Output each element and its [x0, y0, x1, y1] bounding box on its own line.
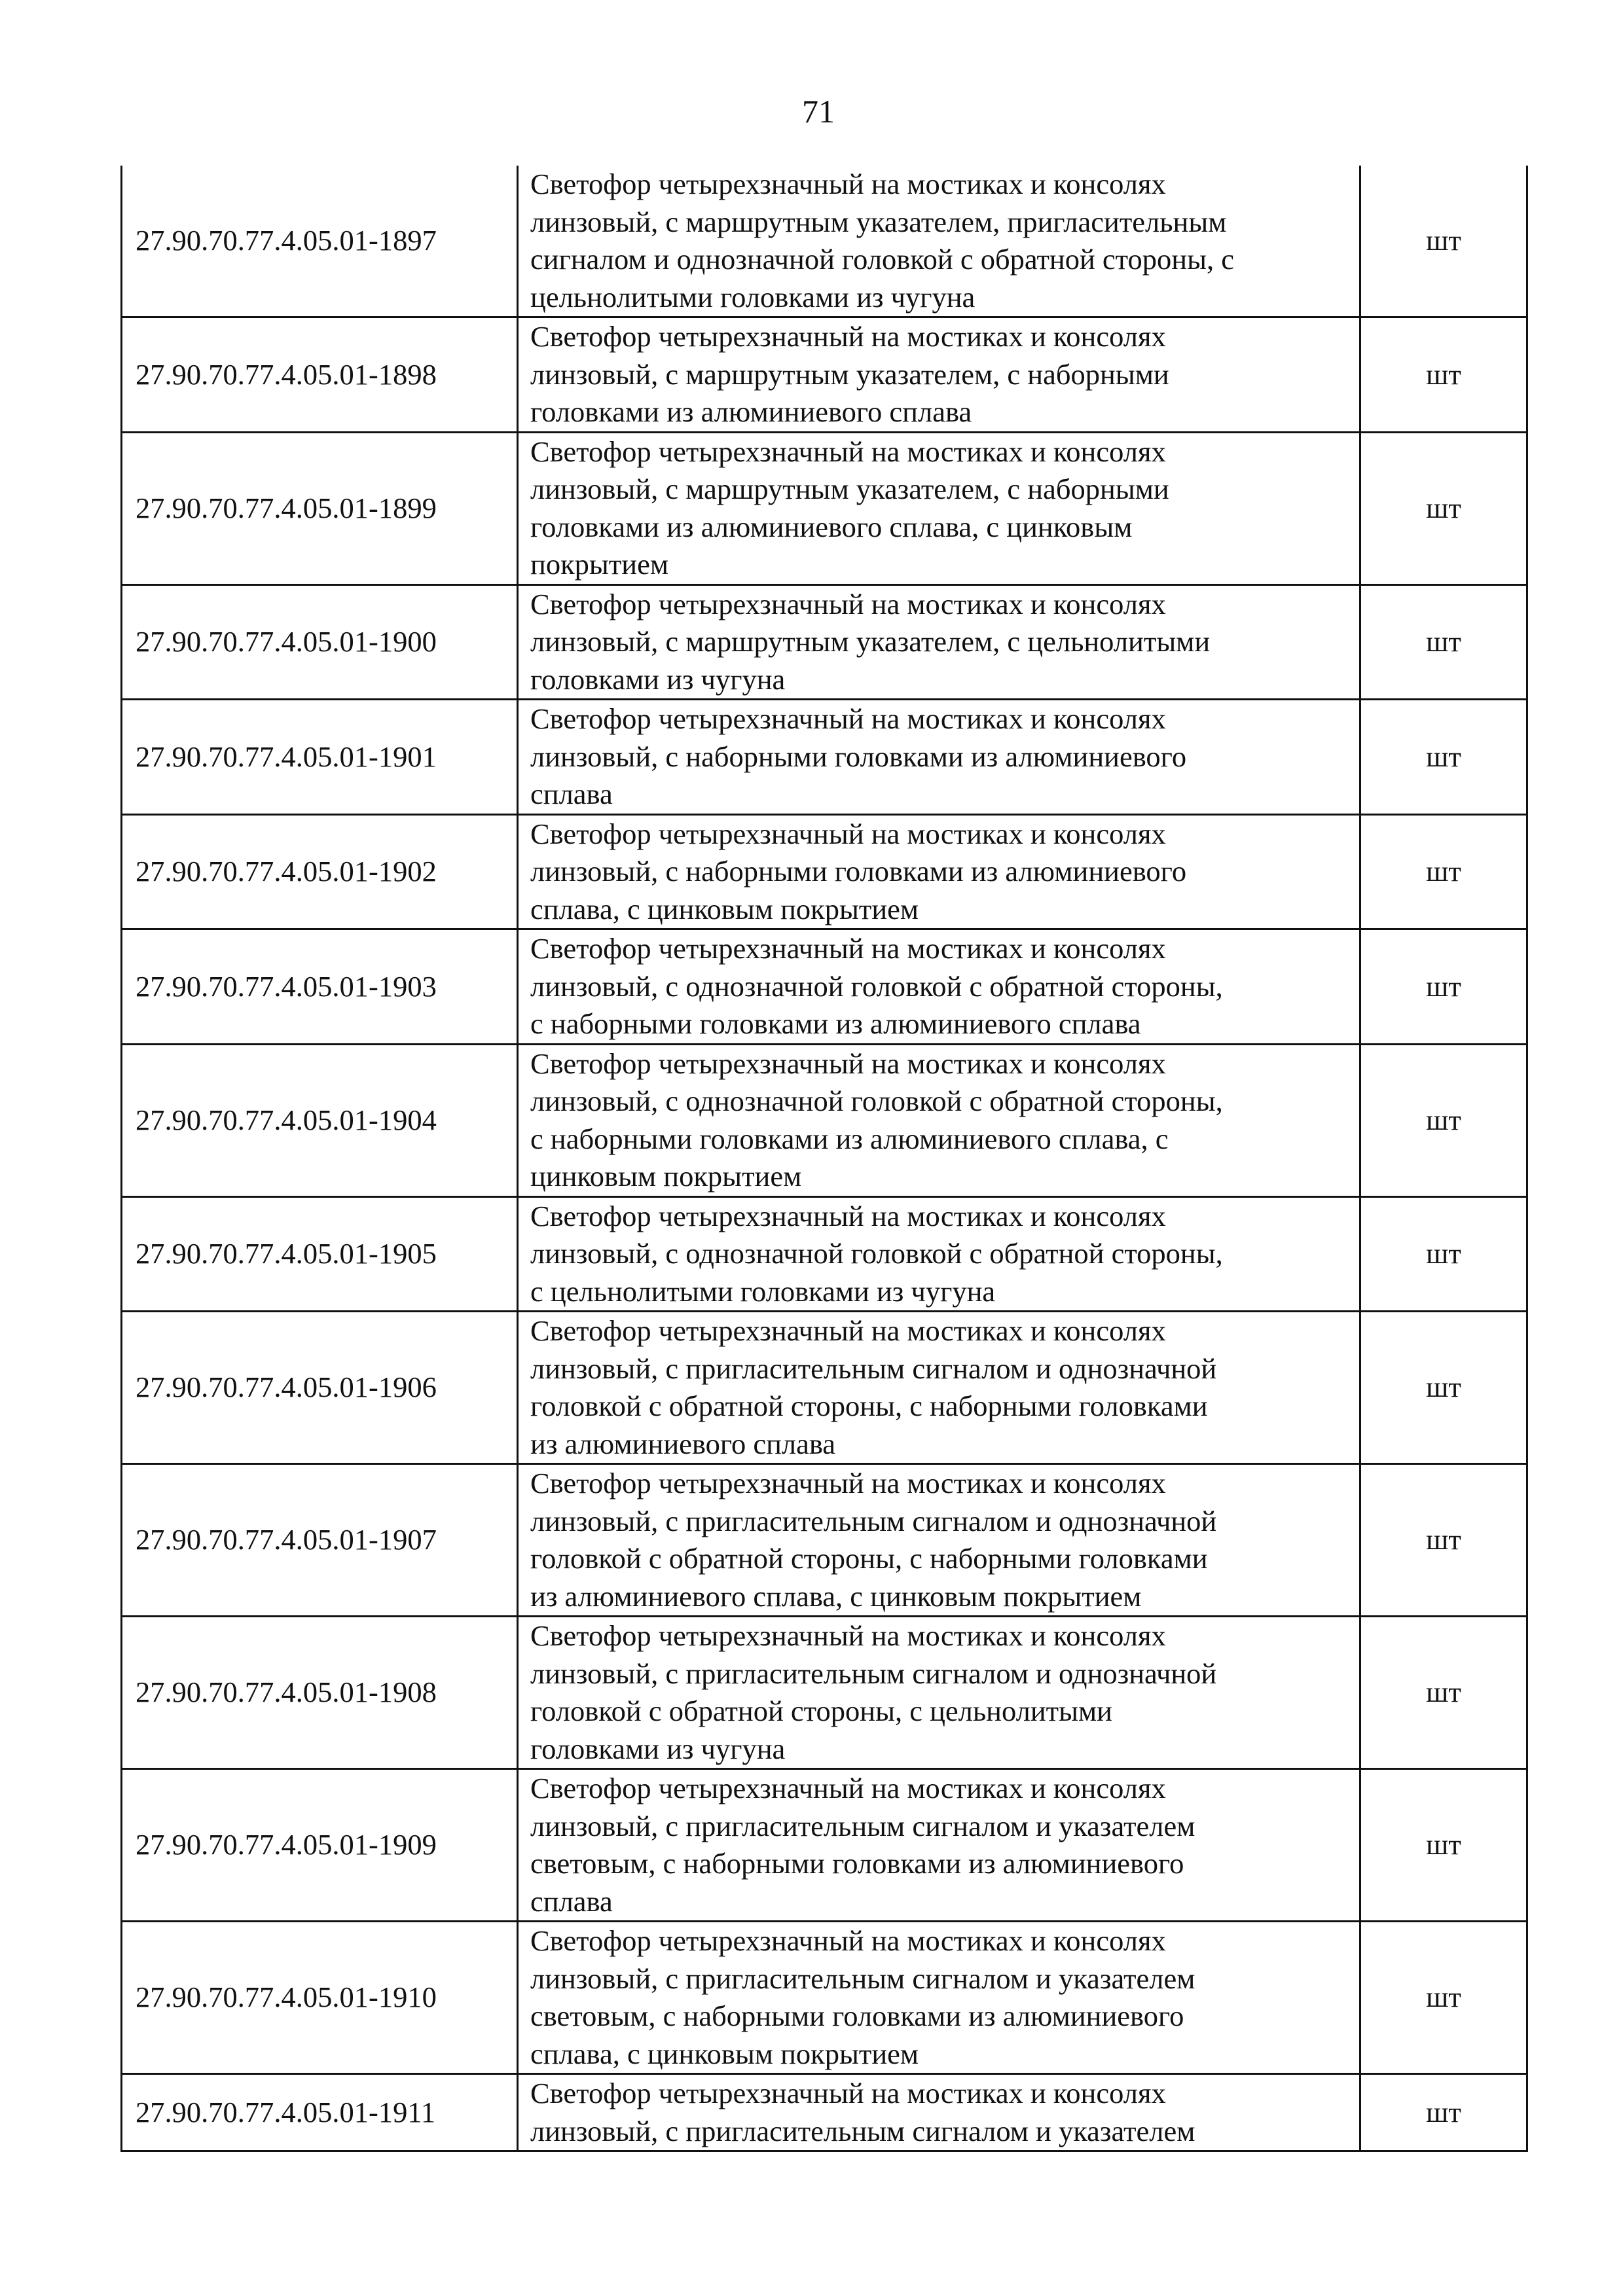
table-row [122, 1312, 1527, 1464]
description-line: Светофор четырехзначный на мостиках и консолях [530, 435, 1166, 468]
item-code: 27.90.70.77.4.05.01-1906 [122, 1312, 518, 1464]
table-row [122, 700, 1527, 815]
description-line: цинковым покрытием [530, 1160, 802, 1193]
description-line: Светофор четырехзначный на мостиках и консолях [530, 932, 1166, 965]
table-row [122, 814, 1527, 929]
description-line: с наборными головками из алюминиевого сплава, с [530, 1122, 1169, 1155]
table-row [122, 1617, 1527, 1769]
table-row [122, 432, 1527, 584]
table-row [122, 166, 1527, 317]
item-description [518, 700, 1360, 815]
item-description [518, 432, 1360, 584]
description-line: Светофор четырехзначный на мостиках и консолях [530, 1047, 1166, 1080]
description-line: линзовый, с маршрутным указателем, с наборными [530, 357, 1169, 391]
description-line: линзовый, с маршрутным указателем, с наборными [530, 473, 1169, 505]
item-description [518, 1312, 1360, 1464]
item-description [518, 1769, 1360, 1922]
item-description [518, 166, 1360, 317]
item-code: 27.90.70.77.4.05.01-1905 [122, 1196, 518, 1312]
item-unit: шт [1360, 1922, 1527, 2074]
description-line: линзовый, с маршрутным указателем, пригласительным [530, 205, 1227, 238]
description-line: цельнолитыми головками из чугуна [530, 280, 976, 314]
description-line: головками из алюминиевого сплава, с цинковым [530, 510, 1133, 543]
item-unit: шт [1360, 166, 1527, 317]
description-line: линзовый, с пригласительным сигналом и однозначной [530, 1657, 1217, 1690]
item-code: 27.90.70.77.4.05.01-1909 [122, 1769, 518, 1922]
table-row [122, 1922, 1527, 2074]
description-line: Светофор четырехзначный на мостиках и консолях [530, 168, 1166, 200]
item-unit: шт [1360, 2074, 1527, 2151]
description-line: Светофор четырехзначный на мостиках и консолях [530, 320, 1166, 353]
description-line: покрытием [530, 548, 669, 581]
description-line: Светофор четырехзначный на мостиках и консолях [530, 587, 1166, 620]
item-unit: шт [1360, 1617, 1527, 1769]
description-line: сигналом и однозначной головкой с обратной стороны, с [530, 243, 1234, 276]
description-line: Светофор четырехзначный на мостиках и консолях [530, 702, 1166, 735]
item-code: 27.90.70.77.4.05.01-1911 [122, 2074, 518, 2151]
item-description [518, 1617, 1360, 1769]
item-unit: шт [1360, 1464, 1527, 1617]
description-line: головкой с обратной стороны, с наборными головками [530, 1542, 1208, 1575]
table-row [122, 584, 1527, 700]
description-line: Светофор четырехзначный на мостиках и консолях [530, 1199, 1166, 1232]
description-line: головками из алюминиевого сплава [530, 395, 972, 428]
item-description [518, 1196, 1360, 1312]
catalog-table [120, 166, 1528, 2152]
description-line: из алюминиевого сплава [530, 1427, 836, 1460]
item-code: 27.90.70.77.4.05.01-1907 [122, 1464, 518, 1617]
table-row [122, 317, 1527, 433]
item-unit: шт [1360, 1044, 1527, 1196]
item-unit: шт [1360, 929, 1527, 1045]
description-line: головкой с обратной стороны, с наборными головками [530, 1390, 1208, 1422]
item-description [518, 814, 1360, 929]
item-unit: шт [1360, 317, 1527, 433]
item-unit: шт [1360, 432, 1527, 584]
description-line: линзовый, с однозначной головкой с обратной стороны, [530, 1085, 1223, 1117]
description-line: Светофор четырехзначный на мостиках и консолях [530, 2077, 1166, 2109]
description-line: линзовый, с наборными головками из алюминиевого [530, 855, 1187, 888]
item-code: 27.90.70.77.4.05.01-1900 [122, 584, 518, 700]
description-line: линзовый, с однозначной головкой с обратной стороны, [530, 1237, 1223, 1270]
item-code: 27.90.70.77.4.05.01-1899 [122, 432, 518, 584]
item-code: 27.90.70.77.4.05.01-1897 [122, 166, 518, 317]
item-unit: шт [1360, 700, 1527, 815]
description-line: линзовый, с маршрутным указателем, с цельнолитыми [530, 625, 1211, 658]
item-description [518, 929, 1360, 1045]
item-description [518, 317, 1360, 433]
item-code: 27.90.70.77.4.05.01-1904 [122, 1044, 518, 1196]
description-line: сплава, с цинковым покрытием [530, 2037, 919, 2070]
description-line: линзовый, с однозначной головкой с обратной стороны, [530, 969, 1223, 1003]
item-description [518, 2074, 1360, 2151]
description-line: сплава [530, 778, 613, 810]
description-line: головкой с обратной стороны, с цельнолитыми [530, 1695, 1112, 1727]
table-row [122, 1044, 1527, 1196]
description-line: с цельнолитыми головками из чугуна [530, 1274, 996, 1308]
description-line: линзовый, с пригласительным сигналом и указателем [530, 1809, 1195, 1842]
description-line: головками из чугуна [530, 1732, 786, 1765]
item-description [518, 584, 1360, 700]
item-unit: шт [1360, 1196, 1527, 1312]
table-row [122, 1196, 1527, 1312]
item-unit: шт [1360, 1769, 1527, 1922]
table-row [122, 2074, 1527, 2151]
description-line: Светофор четырехзначный на мостиках и консолях [530, 1314, 1166, 1347]
description-line: головками из чугуна [530, 662, 786, 696]
description-line: линзовый, с наборными головками из алюминиевого [530, 740, 1187, 773]
table-row [122, 1769, 1527, 1922]
item-unit: шт [1360, 1312, 1527, 1464]
item-description [518, 1464, 1360, 1617]
item-code: 27.90.70.77.4.05.01-1902 [122, 814, 518, 929]
table-row [122, 929, 1527, 1045]
description-line: сплава, с цинковым покрытием [530, 892, 919, 925]
item-unit: шт [1360, 814, 1527, 929]
description-line: из алюминиевого сплава, с цинковым покрытием [530, 1579, 1142, 1613]
item-code: 27.90.70.77.4.05.01-1901 [122, 700, 518, 815]
description-line: линзовый, с пригласительным сигналом и однозначной [530, 1504, 1217, 1537]
description-line: Светофор четырехзначный на мостиках и консолях [530, 817, 1166, 850]
description-line: линзовый, с пригласительным сигналом и однозначной [530, 1352, 1217, 1385]
item-unit: шт [1360, 584, 1527, 700]
table-row [122, 1464, 1527, 1617]
description-line: сплава [530, 1884, 613, 1918]
item-code: 27.90.70.77.4.05.01-1908 [122, 1617, 518, 1769]
item-code: 27.90.70.77.4.05.01-1898 [122, 317, 518, 433]
description-line: линзовый, с пригласительным сигналом и указателем [530, 2114, 1195, 2147]
catalog-table-body [122, 166, 1527, 2151]
item-description [518, 1044, 1360, 1196]
description-line: световым, с наборными головками из алюминиевого [530, 2000, 1184, 2032]
item-code: 27.90.70.77.4.05.01-1910 [122, 1922, 518, 2074]
description-line: Светофор четырехзначный на мостиках и консолях [530, 1619, 1166, 1652]
description-line: с наборными головками из алюминиевого сплава [530, 1007, 1141, 1040]
description-line: световым, с наборными головками из алюминиевого [530, 1847, 1184, 1880]
description-line: Светофор четырехзначный на мостиках и консолях [530, 1772, 1166, 1804]
item-code: 27.90.70.77.4.05.01-1903 [122, 929, 518, 1045]
item-description [518, 1922, 1360, 2074]
description-line: линзовый, с пригласительным сигналом и указателем [530, 1962, 1195, 1995]
page-number: 71 [802, 93, 835, 130]
description-line: Светофор четырехзначный на мостиках и консолях [530, 1924, 1166, 1957]
description-line: Светофор четырехзначный на мостиках и консолях [530, 1467, 1166, 1499]
